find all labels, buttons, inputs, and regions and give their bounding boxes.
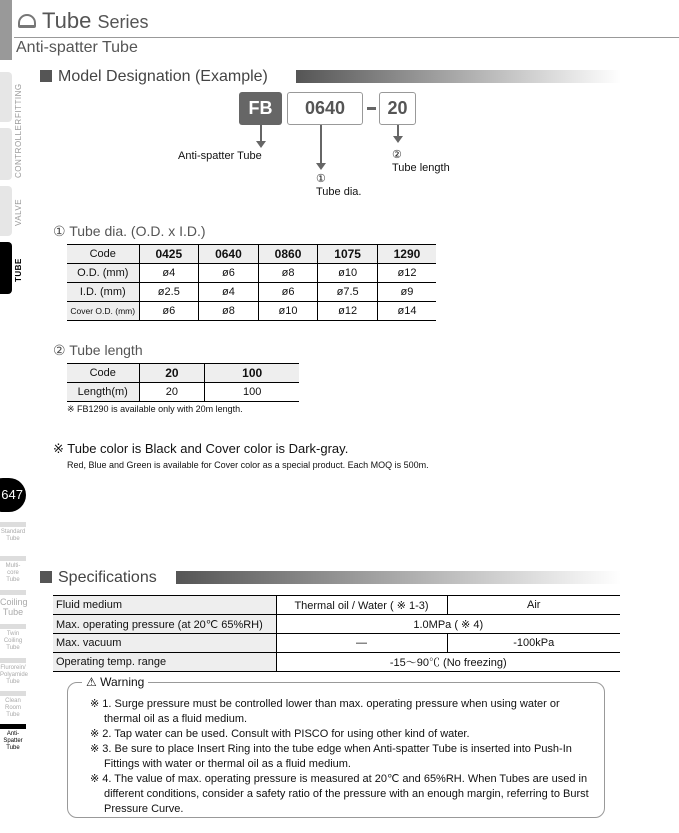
cell: 1290 bbox=[377, 245, 436, 264]
cell: Air bbox=[447, 596, 620, 615]
label-num1: ① bbox=[316, 173, 326, 185]
tab-fitting[interactable] bbox=[0, 72, 12, 122]
table-row bbox=[53, 615, 620, 634]
cell: ø4 bbox=[139, 264, 199, 283]
cell: ø6 bbox=[199, 264, 259, 283]
cell: Fluid medium bbox=[53, 596, 276, 615]
tab-controller[interactable] bbox=[0, 128, 12, 180]
cell: ø8 bbox=[258, 264, 318, 283]
warning-item: ※ 2. Tap water can be used. Consult with PISCO for using other kind of water. bbox=[90, 728, 470, 740]
cell: ø2.5 bbox=[139, 283, 199, 302]
code-dia: 0640 bbox=[287, 92, 363, 125]
cell: -15～90℃ (No freezing) bbox=[276, 653, 620, 672]
color-note: ※ Tube color is Black and Cover color is Dark-gray. bbox=[53, 441, 349, 456]
table-row bbox=[67, 383, 299, 402]
cell: ø6 bbox=[258, 283, 318, 302]
header-tab-block bbox=[0, 0, 12, 60]
side-nav-antispatter[interactable]: Anti-Spatter Tube bbox=[0, 724, 26, 752]
cell: 20 bbox=[139, 364, 205, 383]
cell: ø10 bbox=[258, 302, 318, 321]
specs-table bbox=[53, 595, 620, 672]
cell: ø14 bbox=[377, 302, 436, 321]
tab-valve-label[interactable]: VALVE bbox=[14, 198, 23, 226]
label-dia: Tube dia. bbox=[316, 186, 362, 198]
divider bbox=[14, 37, 679, 38]
cell: Cover O.D. (mm) bbox=[67, 302, 139, 321]
dia-table bbox=[67, 244, 436, 321]
length-heading: ② Tube length bbox=[53, 342, 143, 358]
heading-bar bbox=[296, 70, 621, 83]
table-row bbox=[53, 634, 620, 653]
side-nav-fluororesin[interactable]: Flurorein/ Polyamide Tube bbox=[0, 658, 26, 686]
cell: Max. vacuum bbox=[53, 634, 276, 653]
specs-heading: Specifications bbox=[40, 569, 157, 587]
cell: 100 bbox=[205, 364, 299, 383]
table-row bbox=[67, 264, 436, 283]
cell: ø7.5 bbox=[318, 283, 378, 302]
table-row bbox=[67, 302, 436, 321]
tab-valve[interactable] bbox=[0, 186, 12, 236]
cell: 0640 bbox=[199, 245, 259, 264]
page-title: Tube Series bbox=[18, 8, 148, 34]
warning-title: ⚠ Warning bbox=[82, 675, 148, 689]
side-nav-multicore[interactable]: Multi-core Tube bbox=[0, 556, 26, 584]
cell: Operating temp. range bbox=[53, 653, 276, 672]
model-heading: Model Designation (Example) bbox=[40, 68, 268, 86]
cell: Length(m) bbox=[67, 383, 139, 402]
label-series: Anti-spatter Tube bbox=[178, 150, 262, 162]
cell: I.D. (mm) bbox=[67, 283, 139, 302]
cell: Code bbox=[67, 245, 139, 264]
cell: -100kPa bbox=[447, 634, 620, 653]
tab-tube-label[interactable]: TUBE bbox=[14, 258, 23, 282]
tab-tube[interactable] bbox=[0, 242, 12, 294]
arrow-line bbox=[320, 125, 322, 165]
heading-bar bbox=[176, 571, 621, 584]
code-dash bbox=[367, 107, 376, 110]
warning-item: ※ 4. The value of max. operating pressure is measured at 20℃ and 65%RH. When Tubes are used in different conditions, consider a safety ratio of the pressure with an enough margin, referring to Burst Pressure Curve. bbox=[90, 773, 589, 815]
cell: O.D. (mm) bbox=[67, 264, 139, 283]
tab-fitting-label[interactable]: FITTING bbox=[14, 83, 23, 118]
warning-item: ※ 3. Be sure to place Insert Ring into the tube edge when Anti-spatter Tube is inserted into Push-In Fittings with water or thermal oil as a fluid medium. bbox=[90, 743, 572, 770]
cell: 20 bbox=[139, 383, 205, 402]
cell: — bbox=[276, 634, 447, 653]
side-nav-standard[interactable]: Standard Tube bbox=[0, 522, 26, 543]
warning-item: ※ 1. Surge pressure must be controlled lower than max. operating pressure when using water or thermal oil as a fluid medium. bbox=[90, 698, 560, 725]
page-number: 647 bbox=[0, 478, 26, 512]
dia-heading: ① Tube dia. (O.D. x I.D.) bbox=[53, 223, 206, 239]
cell: 1.0MPa ( ※ 4) bbox=[276, 615, 620, 634]
cell: ø4 bbox=[199, 283, 259, 302]
cell: ø12 bbox=[318, 302, 378, 321]
cell: Thermal oil / Water ( ※ 1-3) bbox=[276, 596, 447, 615]
cell: ø8 bbox=[199, 302, 259, 321]
cell: 1075 bbox=[318, 245, 378, 264]
side-nav-cleanroom[interactable]: Clean Room Tube bbox=[0, 691, 26, 719]
cell: 100 bbox=[205, 383, 299, 402]
label-num2: ② bbox=[392, 149, 402, 161]
table-row bbox=[53, 596, 620, 615]
cell: ø10 bbox=[318, 264, 378, 283]
side-nav-twin[interactable]: Twin Coiling Tube bbox=[0, 624, 26, 652]
arrow-icon bbox=[256, 141, 266, 148]
arrow-icon bbox=[393, 136, 403, 143]
table-row bbox=[67, 245, 436, 264]
cell: Max. operating pressure (at 20℃ 65%RH) bbox=[53, 615, 276, 634]
cell: ø9 bbox=[377, 283, 436, 302]
tube-icon bbox=[18, 14, 36, 28]
cell: 0860 bbox=[258, 245, 318, 264]
tab-controller-label[interactable]: CONTROLLER bbox=[14, 118, 23, 178]
side-nav-coiling[interactable]: Coiling Tube bbox=[0, 590, 26, 617]
table-row bbox=[53, 653, 620, 672]
arrow-icon bbox=[316, 163, 326, 170]
warning-box bbox=[67, 675, 605, 818]
cell: ø12 bbox=[377, 264, 436, 283]
cell: ø6 bbox=[139, 302, 199, 321]
table-row bbox=[67, 364, 299, 383]
color-note-sub: Red, Blue and Green is available for Cover color as a special product. Each MOQ is 500m. bbox=[67, 460, 429, 470]
table-row bbox=[67, 283, 436, 302]
length-table bbox=[67, 363, 299, 402]
page-subtitle: Anti-spatter Tube bbox=[16, 39, 138, 56]
label-length: Tube length bbox=[392, 162, 450, 174]
length-note: ※ FB1290 is available only with 20m length. bbox=[67, 404, 243, 414]
code-series: FB bbox=[239, 92, 282, 125]
cell: 0425 bbox=[139, 245, 199, 264]
cell: Code bbox=[67, 364, 139, 383]
code-length: 20 bbox=[379, 92, 416, 125]
